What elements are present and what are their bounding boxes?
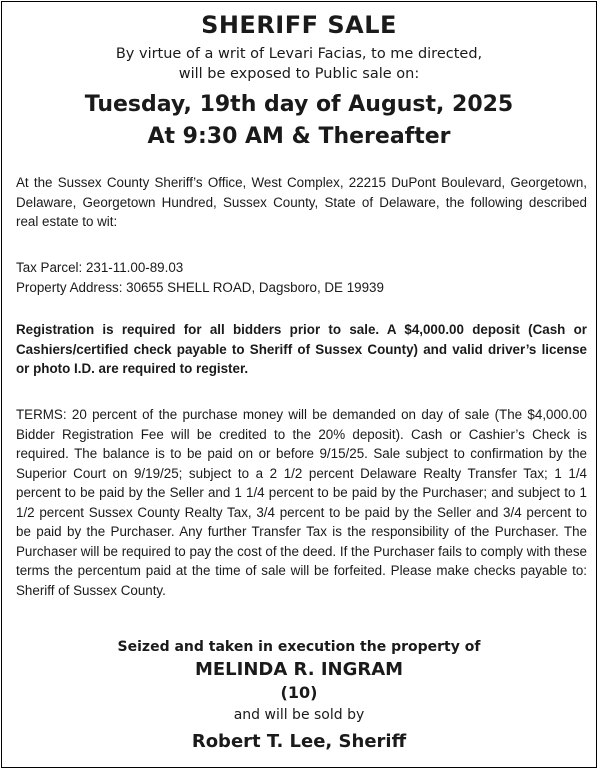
notice-title: SHERIFF SALE [201, 11, 397, 39]
terms-paragraph: TERMS: 20 percent of the purchase money will be demanded on day of sale (The $4,000.00 Bidder Registration Fee will be credited to the 20% deposit). Cash or Cashier’s Check is required. The balance is to be paid on or before 9/15/25. Sale subject to confirmation by the Superior Court on 9/19/25; subject to a 2 1/2 percent Delaware Realty Transfer Tax; 1 1/4 percent to be paid by the Seller and 1 1/4 percent to be paid by the Purchaser; and subject to 1 1/2 percent Sussex County Realty Tax, 3/4 percent to be paid by the Seller and 3/4 percent to be paid by the Purchaser. Any further Transfer Tax is the responsibility of the Purchaser. The Purchaser will be required to pay the cost of the deed. If the Purchaser fails to comply with these terms the percentum paid at the time of sale will be forfeited. Please make checks payable to: Sheriff of Sussex County. [16, 407, 587, 598]
registration-paragraph: Registration is required for all bidders prior to sale. A $4,000.00 deposit (Cash or Cashiers/certified check payable to Sheriff of Sussex County) and valid driver’s license or photo I.D. are required to register. [16, 322, 587, 376]
sale-location-paragraph: At the Sussex County Sheriff’s Office, West Complex, 22215 DuPont Boulevard, Georgetown, Delaware, Georgetown Hundred, Sussex County, State of Delaware, the following described real estate to wit: [16, 175, 587, 229]
sale-date: Tuesday, 19th day of August, 2025 [84, 92, 514, 117]
intro-line-1: By virtue of a writ of Levari Facias, to me directed, [115, 46, 483, 62]
sheriff-name: Robert T. Lee, Sheriff [191, 731, 407, 752]
case-number: (10) [280, 683, 318, 702]
sold-by-line: and will be sold by [233, 707, 365, 723]
property-details [16, 258, 587, 297]
sale-time: At 9:30 AM & Thereafter [147, 124, 451, 149]
intro-line-2: will be exposed to Public sale on: [178, 66, 420, 82]
property-address: Property Address: 30655 SHELL ROAD, Dagsboro, DE 19939 [16, 279, 384, 295]
defendant-name: MELINDA R. INGRAM [194, 659, 404, 680]
tax-parcel: Tax Parcel: 231-11.00-89.03 [16, 260, 184, 275]
intro-text [2, 44, 596, 84]
seized-line: Seized and taken in execution the property of [117, 639, 481, 655]
sheriff-sale-notice [1, 1, 597, 768]
